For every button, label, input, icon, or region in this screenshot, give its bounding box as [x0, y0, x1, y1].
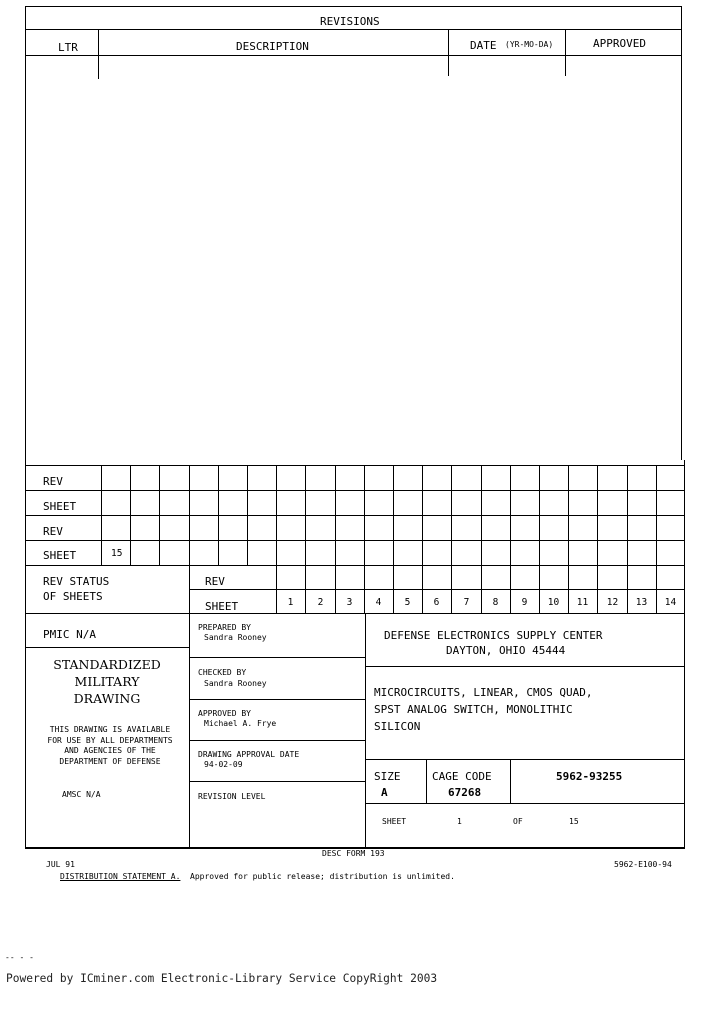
document-number: 5962-93255	[556, 770, 623, 783]
distribution-text: Approved for public release; distribution is unlimited.	[190, 872, 455, 881]
standardized-line3: DRAWING	[73, 691, 141, 706]
footer-of-label: OF	[513, 817, 523, 826]
standardized-line2: MILITARY	[74, 674, 140, 689]
distribution-label: DISTRIBUTION STATEMENT A.	[60, 872, 181, 881]
agency-line1: DEFENSE ELECTRONICS SUPPLY CENTER	[384, 629, 603, 642]
marker-dashes: -- - -	[5, 953, 34, 962]
approval-date-label: DRAWING APPROVAL DATE	[198, 750, 300, 759]
approved-by-name: Michael A. Frye	[204, 719, 277, 728]
credit-line: Powered by ICminer.com Electronic-Library Service CopyRight 2003	[6, 972, 438, 985]
agency-line2: DAYTON, OHIO 45444	[446, 644, 566, 657]
revisions-title: REVISIONS	[320, 15, 380, 28]
availability-line1: THIS DRAWING IS AVAILABLE	[49, 725, 171, 734]
sheet-number: 12	[606, 597, 619, 608]
sheet-number: 13	[635, 597, 648, 608]
sheet-number: 6	[433, 597, 440, 608]
standardized-line1: STANDARDIZED	[53, 657, 161, 672]
sheet-number: 1	[287, 597, 294, 608]
sheet-number: 8	[492, 597, 499, 608]
prepared-by-label: PREPARED BY	[198, 623, 251, 632]
sheet-number: 11	[576, 597, 589, 608]
checked-by-label: CHECKED BY	[198, 668, 247, 677]
checked-by-name: Sandra Rooney	[204, 679, 267, 688]
rev-status-line1: REV STATUS	[43, 575, 110, 588]
description-header: DESCRIPTION	[236, 40, 309, 53]
form-date: JUL 91	[46, 860, 75, 869]
grid-sheet-15: 15	[111, 548, 123, 559]
size-value: A	[381, 786, 388, 799]
title-line2: SPST ANALOG SWITCH, MONOLITHIC	[374, 703, 573, 716]
grid-rev-label-1: REV	[43, 475, 63, 488]
revision-level-label: REVISION LEVEL	[198, 792, 266, 801]
date-header: DATE	[470, 39, 497, 52]
cage-code-label: CAGE CODE	[432, 770, 492, 783]
sheet-number: 2	[317, 597, 324, 608]
rev-status-rev-label: REV	[205, 575, 225, 588]
footer-sheet-total: 15	[569, 817, 579, 826]
approved-by-label: APPROVED BY	[198, 709, 251, 718]
grid-rev-label-2: REV	[43, 525, 63, 538]
title-line3: SILICON	[374, 720, 421, 733]
title-line1: MICROCIRCUITS, LINEAR, CMOS QUAD,	[374, 686, 593, 699]
grid-sheet-label-1: SHEET	[43, 500, 77, 513]
rev-status-sheet-label: SHEET	[205, 600, 239, 613]
form-id: DESC FORM 193	[322, 849, 385, 858]
approved-header: APPROVED	[593, 37, 646, 50]
date-format-header: (YR-MO-DA)	[505, 40, 554, 49]
sheet-number: 5	[404, 597, 411, 608]
sheet-number: 3	[346, 597, 353, 608]
prepared-by-name: Sandra Rooney	[204, 633, 267, 642]
availability-line2: FOR USE BY ALL DEPARTMENTS	[47, 736, 173, 745]
grid-sheet-label-2: SHEET	[43, 549, 77, 562]
footer-sheet-value: 1	[457, 817, 462, 826]
pmic-label: PMIC N/A	[43, 628, 96, 641]
rev-status-line2: OF SHEETS	[43, 590, 103, 603]
sheet-number: 10	[547, 597, 560, 608]
approval-date-value: 94-02-09	[204, 760, 243, 769]
sheet-number: 7	[463, 597, 470, 608]
availability-line3: AND AGENCIES OF THE	[64, 746, 156, 755]
ltr-header: LTR	[58, 41, 78, 54]
sheet-number: 14	[664, 597, 677, 608]
sheet-number: 4	[375, 597, 382, 608]
sheet-number: 9	[521, 597, 528, 608]
cage-code-value: 67268	[448, 786, 482, 799]
form-code: 5962-E100-94	[614, 860, 672, 869]
footer-sheet-label: SHEET	[382, 817, 407, 826]
size-label: SIZE	[374, 770, 401, 783]
amsc-label: AMSC N/A	[62, 790, 101, 799]
availability-line4: DEPARTMENT OF DEFENSE	[59, 757, 161, 766]
